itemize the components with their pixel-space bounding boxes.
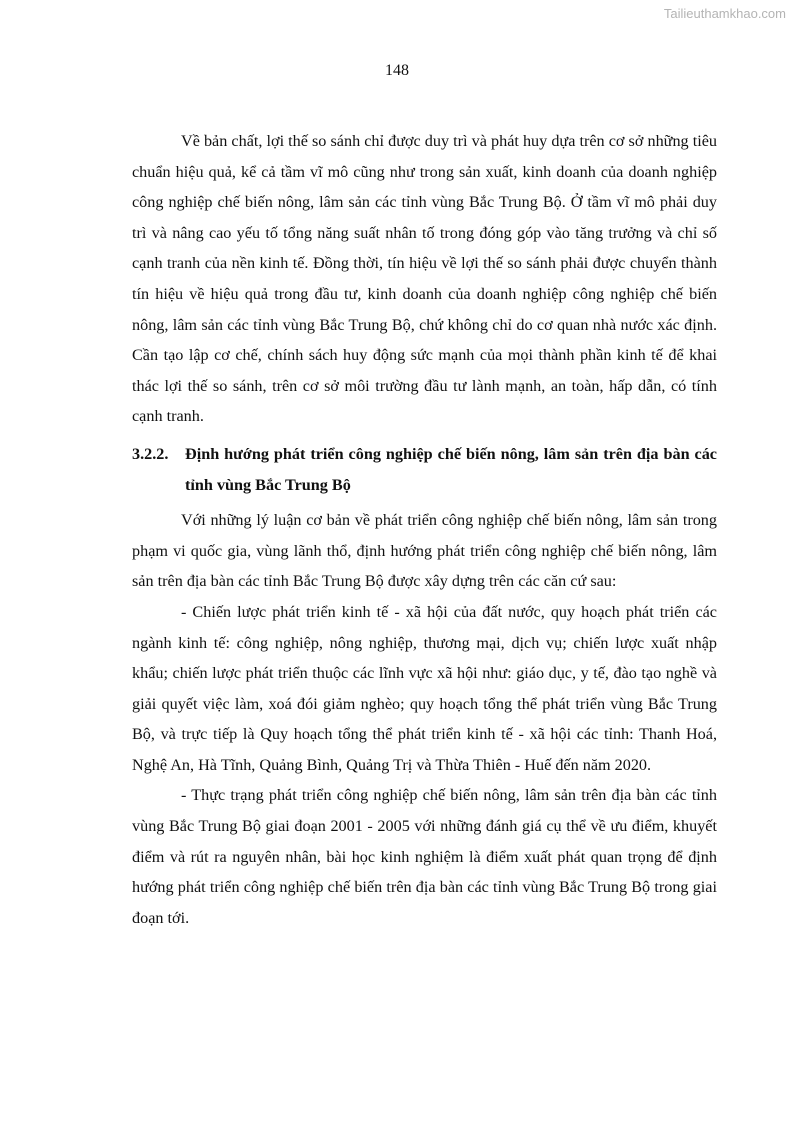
section-heading — [132, 439, 717, 500]
document-body — [132, 126, 717, 933]
page-number: 148 — [385, 62, 409, 79]
paragraph-comparative-advantage: Về bản chất, lợi thế so sánh chỉ được duy trì và phát huy dựa trên cơ sở những tiêu chuẩn hiệu quả, kể cả tầm vĩ mô cũng như trong sản xuất, kinh doanh của doanh nghiệp công nghiệp chế biến nông, lâm sản các tỉnh vùng Bắc Trung Bộ. Ở tầm vĩ mô phải duy trì và nâng cao yếu tố tổng năng suất nhân tố trong đóng góp vào tăng trưởng và chỉ số cạnh tranh của nền kinh tế. Đồng thời, tín hiệu về lợi thế so sánh phải được chuyển thành tín hiệu về hiệu quả trong đầu tư, kinh doanh của doanh nghiệp công nghiệp chế biến nông, lâm sản các tỉnh vùng Bắc Trung Bộ, chứ không chỉ do cơ quan nhà nước xác định. Cần tạo lập cơ chế, chính sách huy động sức mạnh của mọi thành phần kinh tế để khai thác lợi thế so sánh, trên cơ sở môi trường đầu tư lành mạnh, an toàn, hấp dẫn, có tính cạnh tranh. — [132, 132, 717, 426]
section-number: 3.2.2. — [132, 444, 169, 463]
section-title: Định hướng phát triển công nghiệp chế biến nông, lâm sản trên địa bàn các tỉnh vùng Bắc Trung Bộ — [185, 444, 717, 494]
watermark: Tailieuthamkhao.com — [663, 6, 786, 21]
paragraph-bullet-strategy: - Chiến lược phát triển kinh tế - xã hội của đất nước, quy hoạch phát triển các ngành kinh tế: công nghiệp, nông nghiệp, thương mại, dịch vụ; chiến lược xuất nhập khẩu; chiến lược phát triển thuộc các lĩnh vực xã hội như: giáo dục, y tế, đào tạo nghề và giải quyết việc làm, xoá đói giảm nghèo; quy hoạch tổng thể phát triển vùng Bắc Trung Bộ, và trực tiếp là Quy hoạch tổng thể phát triển kinh tế - xã hội các tỉnh: Thanh Hoá, Nghệ An, Hà Tĩnh, Quảng Bình, Quảng Trị và Thừa Thiên - Huế đến năm 2020. — [132, 602, 717, 774]
paragraph-bullet-status: - Thực trạng phát triển công nghiệp chế biến nông, lâm sản trên địa bàn các tỉnh vùng Bắc Trung Bộ giai đoạn 2001 - 2005 với những đánh giá cụ thể về ưu điểm, khuyết điểm và rút ra nguyên nhân, bài học kinh nghiệm là điểm xuất phát quan trọng để định hướng phát triển công nghiệp chế biến trên địa bàn các tỉnh vùng Bắc Trung Bộ trong giai đoạn tới. — [132, 786, 717, 927]
paragraph-intro: Với những lý luận cơ bản về phát triển công nghiệp chế biến nông, lâm sản trong phạm vi quốc gia, vùng lãnh thổ, định hướng phát triển công nghiệp chế biến nông, lâm sản trên địa bàn các tỉnh Bắc Trung Bộ được xây dựng trên các căn cứ sau: — [132, 511, 717, 591]
